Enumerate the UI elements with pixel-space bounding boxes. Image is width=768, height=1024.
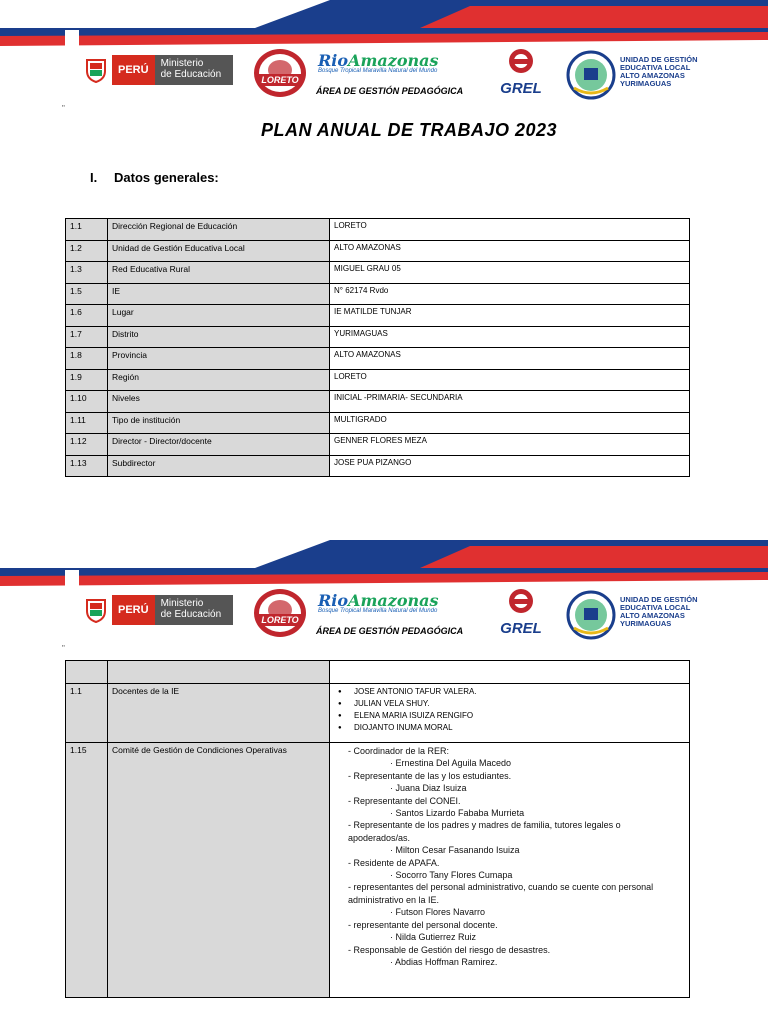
header-banner [0, 540, 768, 590]
comite-role: - Responsable de Gestión del riesgo de desastres. [348, 944, 685, 956]
comite-person: · Socorro Tany Flores Cumapa [348, 869, 685, 881]
row-label: Región [108, 369, 330, 391]
row-value: ALTO AMAZONAS [330, 240, 690, 262]
comite-row: 1.15 Comité de Gestión de Condiciones Operativas - Coordinador de la RER: · Ernestina Del Aguila Macedo - Representante de las y los estudiantes. · Juana Diaz Isuiza - Representante del CONEI. · Santos Lizardo Fababa Murrieta - Representante de los padres y madres de familia, tutores legales o apoderados/as. · Milton Cesar Fasanando Isuiza - Residente de APAFA. · Socorro Tany Flores Cumapa - representantes del personal administrativo, cuando se cuente con personal administrativo en la IE. · Futson Flores Navarro - representante del personal docente. · Nilda Gutierrez Ruiz - Responsable de Gestión del riesgo de desastres. · Abdias Hoffman Ramirez. [66, 743, 690, 998]
row-label: Distrito [108, 326, 330, 348]
quote-mark: " [62, 104, 65, 113]
row-number: 1.1 [66, 219, 108, 241]
row-value: YURIMAGUAS [330, 326, 690, 348]
row-label: Unidad de Gestión Educativa Local [108, 240, 330, 262]
loreto-text: LORETO [261, 615, 299, 625]
docentes-row: 1.1 Docentes de la IE ● JOSE ANTONIO TAFUR VALERA. ● JULIAN VELA SHUY. ● ELENA MARIA ISUIZA RENGIFO ● DIOJANTO INUMA MORAL [66, 684, 690, 743]
comite-person: · Milton Cesar Fasanando Isuiza [348, 844, 685, 856]
peru-shield-icon [80, 595, 112, 625]
row-value: GENNER FLORES MEZA [330, 434, 690, 456]
rios-amazonas-logo: RioAmazonas Bosque Tropical Maravilla Natural del Mundo [318, 51, 439, 74]
rios-amazonas-logo: RioAmazonas Bosque Tropical Maravilla Natural del Mundo [318, 591, 439, 614]
loreto-text: LORETO [261, 75, 299, 85]
row-number: 1.7 [66, 326, 108, 348]
comite-role: - representantes del personal administrativo, cuando se cuente con personal administrativo en la IE. [348, 881, 685, 906]
table-row [66, 369, 690, 391]
area-label: ÁREA DE GESTIÓN PEDAGÓGICA [316, 626, 464, 636]
table-row [66, 240, 690, 262]
docentes-comite-table [65, 660, 690, 998]
comite-role: - Representante de los padres y madres de familia, tutores legales o apoderados/as. [348, 819, 685, 844]
row-value: LORETO [330, 219, 690, 241]
comite-person: · Juana Diaz Isuiza [348, 782, 685, 794]
comite-person: · Ernestina Del Aguila Macedo [348, 757, 685, 769]
list-item: ● JULIAN VELA SHUY. [334, 698, 685, 710]
row-value: MIGUEL GRAU 05 [330, 262, 690, 284]
comite-person: · Santos Lizardo Fababa Murrieta [348, 807, 685, 819]
ugel-logo: UNIDAD DE GESTIÓN EDUCATIVA LOCAL ALTO AMAZONAS YURIMAGUAS [566, 590, 706, 640]
row-value: LORETO [330, 369, 690, 391]
row-number: 1.5 [66, 283, 108, 305]
loreto-logo [252, 588, 308, 638]
list-item: ● DIOJANTO INUMA MORAL [334, 722, 685, 734]
section-heading: I. Datos generales: [90, 170, 219, 185]
peru-label: PERÚ [112, 595, 155, 625]
row-label: Red Educativa Rural [108, 262, 330, 284]
row-value: IE MATILDE TUNJAR [330, 305, 690, 327]
ministerio-label: Ministerio de Educación [155, 595, 233, 625]
comite-role: - Representante de las y los estudiantes. [348, 770, 685, 782]
comite-person: · Abdias Hoffman Ramirez. [348, 956, 685, 968]
row-number: 1.11 [66, 412, 108, 434]
list-item: ● JOSE ANTONIO TAFUR VALERA. [334, 686, 685, 698]
row-label: Director - Director/docente [108, 434, 330, 456]
row-value: N° 62174 Rvdo [330, 283, 690, 305]
page-1 [0, 0, 768, 500]
comite-person: · Nilda Gutierrez Ruiz [348, 931, 685, 943]
row-value: INICIAL -PRIMARIA- SECUNDARIA [330, 391, 690, 413]
comite-person: · Futson Flores Navarro [348, 906, 685, 918]
row-number: 1.8 [66, 348, 108, 370]
document-title: PLAN ANUAL DE TRABAJO 2023 [260, 120, 558, 140]
row-label: IE [108, 283, 330, 305]
row-label: Provincia [108, 348, 330, 370]
row-number: 1.6 [66, 305, 108, 327]
logo-strip [0, 585, 768, 645]
row-number: 1.13 [66, 455, 108, 477]
grel-logo: GREL [492, 588, 550, 638]
row-value: JOSE PUA PIZANGO [330, 455, 690, 477]
quote-mark: " [62, 644, 65, 653]
table-row [66, 412, 690, 434]
row-number: 1.2 [66, 240, 108, 262]
page-2 [0, 540, 768, 1024]
table-header-row [66, 661, 690, 684]
comite-role: - representante del personal docente. [348, 919, 685, 931]
ministerio-label: Ministerio de Educación [155, 55, 233, 85]
table-row [66, 326, 690, 348]
comite-role: - Representante del CONEI. [348, 795, 685, 807]
header-banner [0, 0, 768, 50]
area-label: ÁREA DE GESTIÓN PEDAGÓGICA [316, 86, 464, 96]
row-label: Niveles [108, 391, 330, 413]
loreto-logo [252, 48, 308, 98]
logo-strip [0, 45, 768, 105]
row-label: Tipo de institución [108, 412, 330, 434]
table-row [66, 391, 690, 413]
table-row [66, 434, 690, 456]
row-label: Subdirector [108, 455, 330, 477]
table-row [66, 305, 690, 327]
comite-role: - Coordinador de la RER: [348, 745, 685, 757]
comite-role: - Residente de APAFA. [348, 857, 685, 869]
peru-minedu-logo [80, 55, 233, 85]
comite-list [334, 745, 685, 968]
table-row [66, 455, 690, 477]
ugel-logo: UNIDAD DE GESTIÓN EDUCATIVA LOCAL ALTO AMAZONAS YURIMAGUAS [566, 50, 706, 100]
row-value: ALTO AMAZONAS [330, 348, 690, 370]
row-label: Lugar [108, 305, 330, 327]
general-data-table [65, 218, 690, 477]
table-row [66, 219, 690, 241]
row-number: 1.3 [66, 262, 108, 284]
row-number: 1.9 [66, 369, 108, 391]
row-value: MULTIGRADO [330, 412, 690, 434]
table-row [66, 283, 690, 305]
peru-minedu-logo [80, 595, 233, 625]
docentes-list [334, 686, 685, 734]
table-row [66, 348, 690, 370]
list-item: ● ELENA MARIA ISUIZA RENGIFO [334, 710, 685, 722]
row-label: Dirección Regional de Educación [108, 219, 330, 241]
grel-logo: GREL [492, 48, 550, 98]
row-number: 1.12 [66, 434, 108, 456]
peru-shield-icon [80, 55, 112, 85]
row-number: 1.10 [66, 391, 108, 413]
peru-label: PERÚ [112, 55, 155, 85]
table-row [66, 262, 690, 284]
